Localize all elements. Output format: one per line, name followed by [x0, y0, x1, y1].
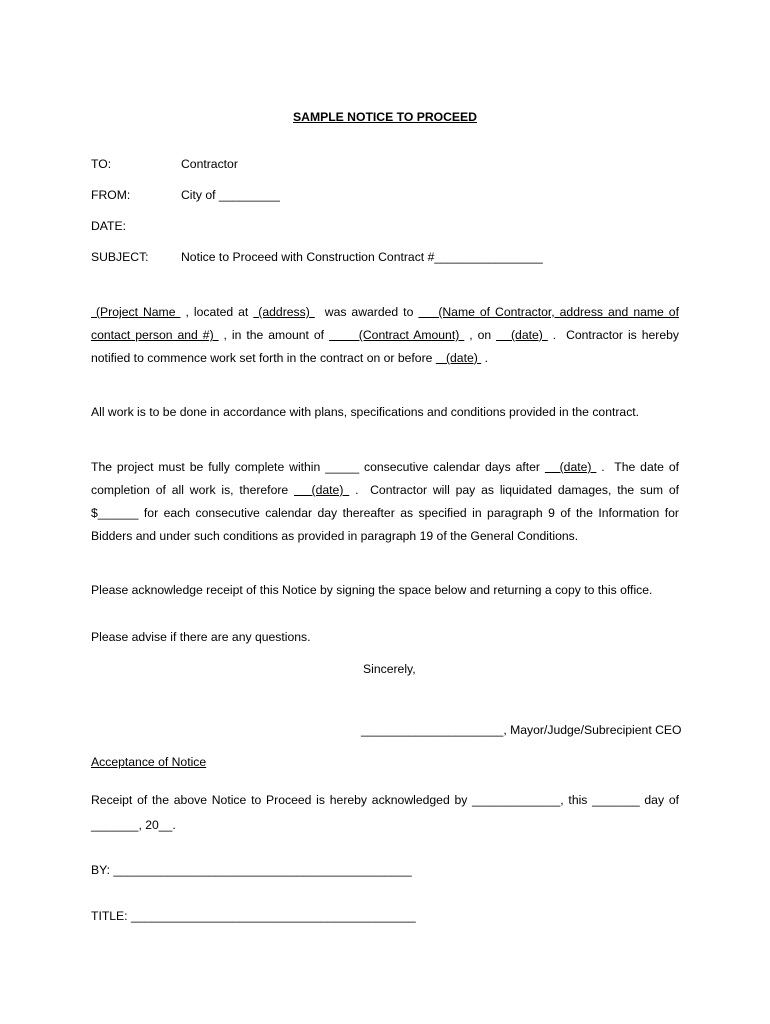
- paragraph-1-line-3: [91, 351, 691, 365]
- acceptance-line-1: Receipt of the above Notice to Proceed is hereby acknowledged by _____________, this _______ day of: [91, 793, 679, 807]
- text-span: . Contractor will pay as liquidated damages, the sum of: [349, 483, 680, 497]
- contract-amount-field: (Contract Amount): [329, 328, 465, 342]
- text-span: . Contractor is hereby: [547, 328, 679, 342]
- paragraph-3-line-4: Bidders and under such conditions as provided in paragraph 19 of the General Conditions.: [91, 529, 579, 543]
- to-value: Contractor: [181, 157, 238, 171]
- paragraph-5: Please advise if there are any questions.: [91, 630, 311, 644]
- contact-field: contact person and #): [91, 328, 219, 342]
- sincerely: Sincerely,: [363, 662, 416, 676]
- by-line: BY: ____________________________________________: [91, 863, 412, 877]
- text-span: .: [481, 351, 488, 365]
- signature-line: _____________________, Mayor/Judge/Subrecipient CEO: [361, 723, 682, 737]
- paragraph-4: Please acknowledge receipt of this Notice by signing the space below and returning a copy to this office.: [91, 583, 653, 597]
- text-span: was awarded to: [314, 305, 419, 319]
- paragraph-2: All work is to be done in accordance with plans, specifications and conditions provided in the contract.: [91, 405, 640, 419]
- date-field: (date): [496, 328, 548, 342]
- text-span: The project must be fully complete within _____ consecutive calendar days after: [91, 460, 545, 474]
- text-span: . The date of: [596, 460, 679, 474]
- text-span: , in the amount of: [218, 328, 330, 342]
- paragraph-3-line-1: [91, 460, 679, 474]
- date-field: (date): [435, 351, 482, 365]
- paragraph-1-line-2: [91, 328, 679, 342]
- address-field: (address): [253, 305, 315, 319]
- document-title: SAMPLE NOTICE TO PROCEED: [293, 110, 477, 124]
- text-span: , on: [464, 328, 497, 342]
- text-span: , located at: [180, 305, 254, 319]
- paragraph-3-line-2: [91, 483, 679, 497]
- date-label: DATE:: [91, 219, 126, 233]
- paragraph-3-line-3: $______ for each consecutive calendar day thereafter as specified in paragraph 9 of the Information for: [91, 506, 679, 520]
- project-name-field: (Project Name: [91, 305, 181, 319]
- contractor-field: (Name of Contractor, address and name of: [418, 305, 679, 319]
- date-field: (date): [544, 460, 597, 474]
- from-value: City of _________: [181, 188, 280, 202]
- subject-value: Notice to Proceed with Construction Contract #________________: [181, 250, 543, 264]
- from-label: FROM:: [91, 188, 131, 202]
- acceptance-line-2: _______, 20__.: [91, 818, 176, 832]
- date-field: (date): [294, 483, 350, 497]
- paragraph-1-line-1: [91, 305, 679, 319]
- text-span: completion of all work is, therefore: [91, 483, 295, 497]
- acceptance-heading: Acceptance of Notice: [91, 755, 207, 769]
- subject-label: SUBJECT:: [91, 250, 149, 264]
- to-label: TO:: [91, 157, 112, 171]
- text-span: notified to commence work set forth in the contract on or before: [91, 351, 436, 365]
- title-line: TITLE: __________________________________________: [91, 909, 416, 923]
